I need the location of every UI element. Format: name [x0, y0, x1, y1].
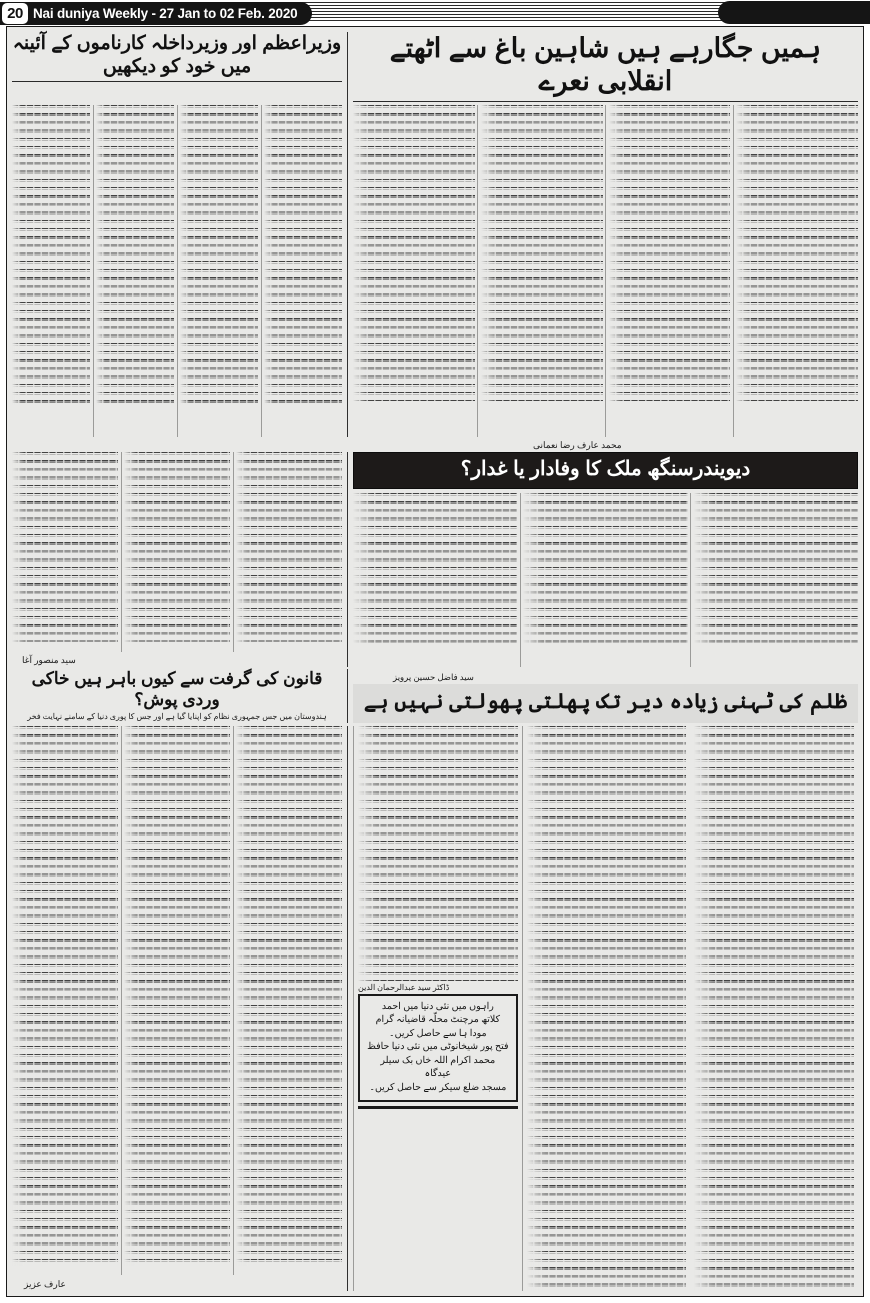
ad-line: کلاتھ مرچنٹ محلّہ قاضیانہ گرام [375, 1015, 501, 1026]
lower-headline-row [12, 669, 858, 723]
top-headline-row [12, 32, 858, 105]
middle-row [12, 452, 858, 667]
column-text [124, 452, 230, 642]
column-text [353, 493, 517, 643]
vertical-divider [347, 32, 348, 105]
column-text [481, 105, 603, 401]
top-left-columns [12, 105, 342, 437]
article-qanoon-headline: قانون کی گرفت سے کیوں باہر ہیں خاکی وردی پوش؟ [31, 668, 323, 709]
column-text [527, 726, 687, 1291]
article-lead-headline: ہمیں جگارہے ہیں شاہین باغ سے اٹھتے انقلابی نعرے [389, 33, 822, 96]
column-text [236, 452, 342, 642]
article-top-left-byline: سید منصور آغا [22, 654, 76, 665]
column-text [12, 105, 90, 405]
column-text [694, 493, 858, 643]
vertical-divider [347, 105, 348, 437]
masthead-right-block [718, 1, 870, 24]
ad-bottom-rule [358, 1106, 518, 1109]
article-qanoon-body [12, 726, 342, 1291]
column-text [180, 105, 258, 405]
lead-columns [353, 105, 858, 437]
article-lead-byline: محمد عارف رضا نعمانی [533, 439, 622, 450]
advertisement-box [358, 994, 518, 1103]
article-devinder-headline: دیویندرسنگھ ملک کا وفادار یا غدار؟ [353, 452, 858, 489]
ad-line: محمد اکرام اللہ خاں بک سیلر عیدگاہ [380, 1055, 496, 1080]
article-qanoon-byline: عارف عزیز [24, 1279, 66, 1289]
devinder-columns [353, 493, 858, 667]
article-qanoon-head [12, 669, 342, 723]
vertical-divider [347, 452, 348, 667]
publication-title: Nai duniya Weekly - 27 Jan to 02 Feb. 2020 [33, 5, 298, 21]
ad-line: راہوں میں نئی دنیا میں احمد [381, 1001, 494, 1012]
top-left-cont-columns [12, 452, 342, 652]
article-zulm-headline: ظلم کی ٹہنی زیادہ دیر تک پھلتی پھولتی نہیں ہے [353, 684, 858, 723]
article-devinder-byline: سید فاضل حسین پرویز [393, 671, 474, 682]
column-text [609, 105, 731, 401]
article-qanoon-deck: ہندوستان میں جس جمہوری نظام کو اپنایا گیا ہے اور جس کا پوری دنیا کے سامنے نہایت فخر [27, 712, 327, 722]
qanoon-columns [12, 726, 342, 1275]
article-top-left-headline: وزیراعظم اور وزیرداخلہ کارناموں کے آئینہ میں خود کو دیکھیں [12, 33, 342, 78]
article-zulm-byline: ڈاکٹر سید عبدالرحمان الدین [358, 982, 450, 992]
column-text [236, 726, 342, 1266]
column-text [353, 105, 475, 401]
column-text [694, 726, 854, 1291]
article-top-left-body [12, 105, 342, 437]
bottom-body-row [12, 726, 858, 1291]
masthead [0, 0, 870, 26]
zulm-column-middle [522, 726, 691, 1291]
page-number: 20 [2, 3, 28, 24]
column-text [124, 726, 230, 1266]
article-devinder [353, 452, 858, 667]
column-text [12, 452, 118, 642]
column-text [523, 493, 687, 643]
column-text [736, 105, 858, 401]
ad-line: فتح پور شیخانوٹی میں نئی دنیا حافظ [367, 1042, 509, 1053]
vertical-divider [347, 669, 348, 723]
column-text [358, 726, 518, 981]
article-top-left-head [12, 32, 342, 105]
article-lead-body [353, 105, 858, 437]
article-lead-head [353, 32, 858, 105]
column-text [96, 105, 174, 405]
column-text [12, 726, 118, 1266]
zulm-column-with-ad [353, 726, 522, 1291]
ad-line: مودا ہا سے حاصل کریں۔ [389, 1028, 487, 1039]
divider [353, 101, 858, 102]
divider [12, 81, 342, 82]
zulm-column-right [690, 726, 858, 1291]
vertical-divider [347, 726, 348, 1291]
ad-line: مسجد ضلع سیکر سے حاصل کریں۔ [369, 1082, 507, 1093]
page-frame [6, 26, 864, 1297]
article-zulm-head [353, 669, 858, 723]
upper-body-row [12, 105, 858, 437]
article-top-left-continuation [12, 452, 342, 667]
column-text [264, 105, 342, 405]
masthead-pill [0, 3, 311, 24]
article-zulm-body [353, 726, 858, 1291]
upper-byline-row [12, 437, 858, 452]
